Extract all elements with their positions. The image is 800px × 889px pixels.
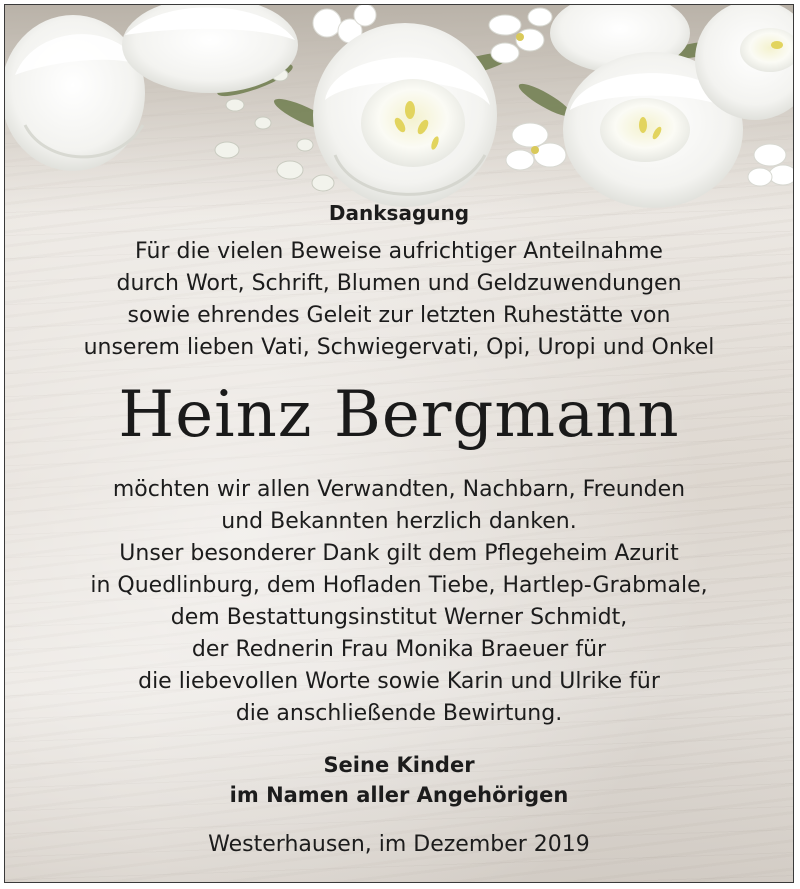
intro-line: durch Wort, Schrift, Blumen und Geldzuwendungen	[116, 271, 682, 296]
intro-line: unserem lieben Vati, Schwiegervati, Opi, Uropi und Onkel	[83, 335, 715, 360]
intro-line: sowie ehrendes Geleit zur letzten Ruhestätte von	[127, 303, 671, 328]
thanks-line: dem Bestattungsinstitut Werner Schmidt,	[170, 605, 628, 630]
thanks-paragraph	[5, 474, 793, 730]
thanks-line: möchten wir allen Verwandten, Nachbarn, Freunden	[112, 477, 686, 502]
obituary-card	[4, 4, 794, 883]
thanks-line: Unser besonderer Dank gilt dem Pflegeheim Azurit	[119, 541, 679, 566]
thanks-line: der Rednerin Frau Monika Braeuer für	[191, 637, 607, 662]
deceased-name: Heinz Bergmann	[118, 378, 680, 452]
signature-line: Seine Kinder	[323, 753, 475, 777]
thanks-line: und Bekannten herzlich danken.	[221, 509, 577, 534]
thanks-line: die liebevollen Worte sowie Karin und Ulrike für	[138, 669, 660, 694]
tulip-center	[313, 23, 497, 207]
notice-text	[5, 200, 793, 860]
intro-paragraph	[5, 236, 793, 364]
notice-heading: Danksagung	[328, 201, 470, 225]
thanks-line: die anschließende Bewirtung.	[235, 701, 563, 726]
signature	[5, 750, 793, 810]
intro-line: Für die vielen Beweise aufrichtiger Anteilnahme	[135, 239, 663, 264]
signature-line: im Namen aller Angehörigen	[229, 783, 569, 807]
thanks-line: in Quedlinburg, dem Hofladen Tiebe, Hartlep-Grabmale,	[90, 573, 708, 598]
tulip-flowers-image	[5, 5, 794, 220]
place-date: Westerhausen, im Dezember 2019	[208, 832, 590, 857]
